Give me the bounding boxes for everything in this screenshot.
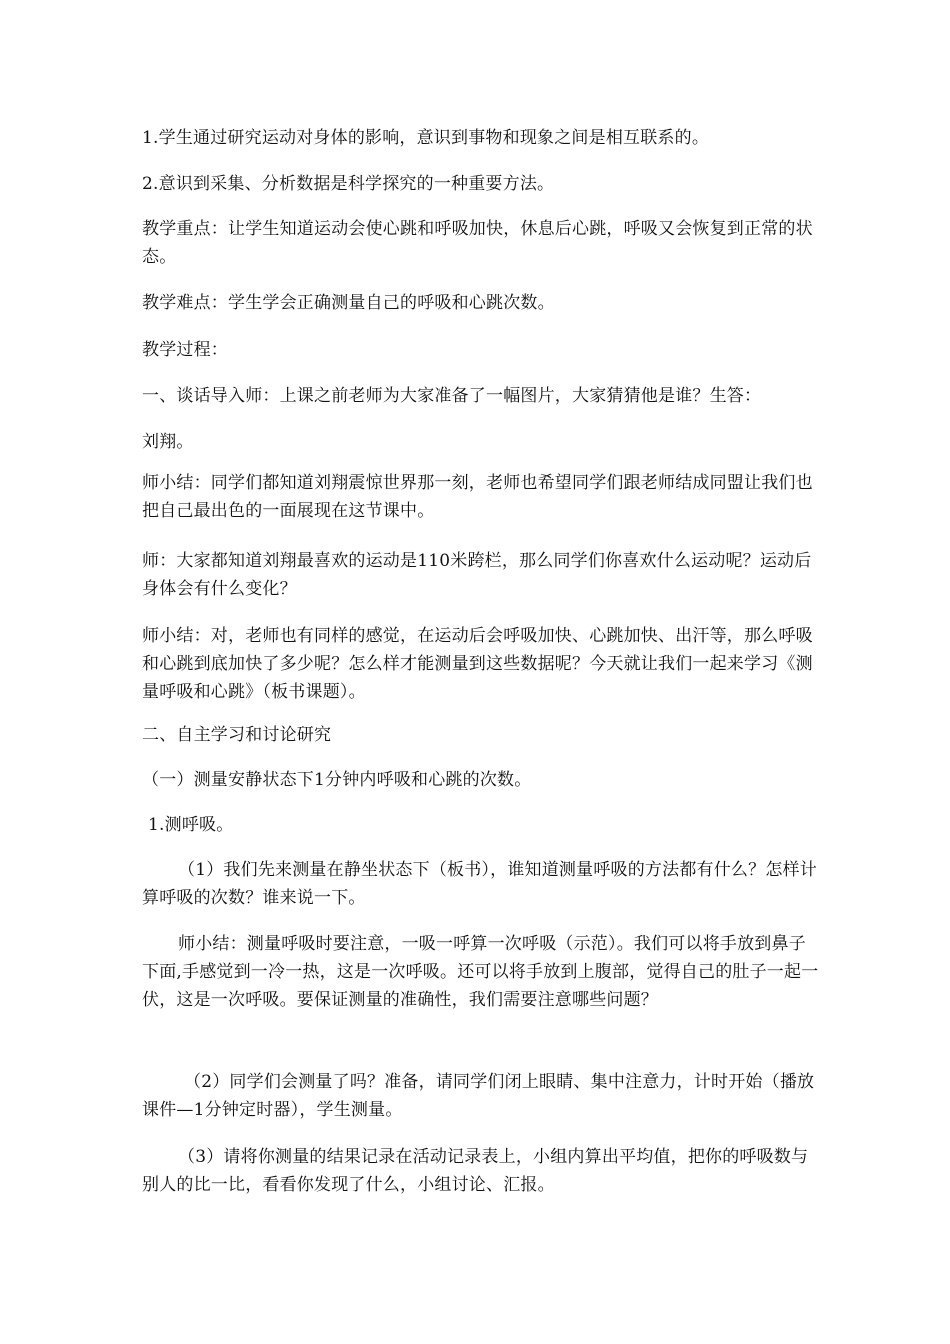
teaching-difficulty: 教学难点：学生学会正确测量自己的呼吸和心跳次数。 <box>142 293 555 313</box>
teacher-summary-1: 师小结：同学们都知道刘翔震惊世界那一刻，老师也希望同学们跟老师结成同盟让我们也把自己最出色的一面展现在这节课中。 <box>142 473 813 521</box>
measure-breathing-heading: 1.测呼吸。 <box>148 815 234 835</box>
teaching-process-heading: 教学过程： <box>142 340 228 360</box>
section-two-heading: 二、自主学习和讨论研究 <box>142 725 332 745</box>
subsection-one-heading: （一）测量安静状态下1分钟内呼吸和心跳的次数。 <box>142 770 532 790</box>
step-1: （1）我们先来测量在静坐状态下（板书），谁知道测量呼吸的方法都有什么？怎样计算呼吸的次数？谁来说一下。 <box>142 860 817 908</box>
step-3: （3）请将你测量的结果记录在活动记录表上，小组内算出平均值，把你的呼吸数与别人的比一比，看看你发现了什么，小组讨论、汇报。 <box>142 1147 809 1195</box>
step-2: （2）同学们会测量了吗？准备，请同学们闭上眼睛、集中注意力，计时开始（播放课件—1分钟定时器），学生测量。 <box>142 1072 815 1120</box>
intro-dialogue: 一、谈话导入师：上课之前老师为大家准备了一幅图片，大家猜猜他是谁？生答： <box>142 386 762 406</box>
student-answer: 刘翔。 <box>142 432 194 452</box>
teaching-focus: 教学重点：让学生知道运动会使心跳和呼吸加快，休息后心跳，呼吸又会恢复到正常的状态。 <box>142 219 813 267</box>
teacher-question: 师：大家都知道刘翔最喜欢的运动是110米跨栏，那么同学们你喜欢什么运动呢？运动后身体会有什么变化？ <box>142 551 812 599</box>
objective-1: 1.学生通过研究运动对身体的影响，意识到事物和现象之间是相互联系的。 <box>142 128 710 148</box>
objective-2: 2.意识到采集、分析数据是科学探究的一种重要方法。 <box>142 174 555 194</box>
teacher-summary-3: 师小结：测量呼吸时要注意，一吸一呼算一次呼吸（示范）。我们可以将手放到鼻子下面,手感觉到一冷一热，这是一次呼吸。还可以将手放到上腹部，觉得自己的肚子一起一伏，这是一次呼吸。要保证测量的准确性，我们需要注意哪些问题？ <box>142 934 819 1010</box>
teacher-summary-2: 师小结：对，老师也有同样的感觉，在运动后会呼吸加快、心跳加快、出汗等，那么呼吸和心跳到底加快了多少呢？怎么样才能测量到这些数据呢？今天就让我们一起来学习《测量呼吸和心跳》（板书课题）。 <box>142 626 813 702</box>
